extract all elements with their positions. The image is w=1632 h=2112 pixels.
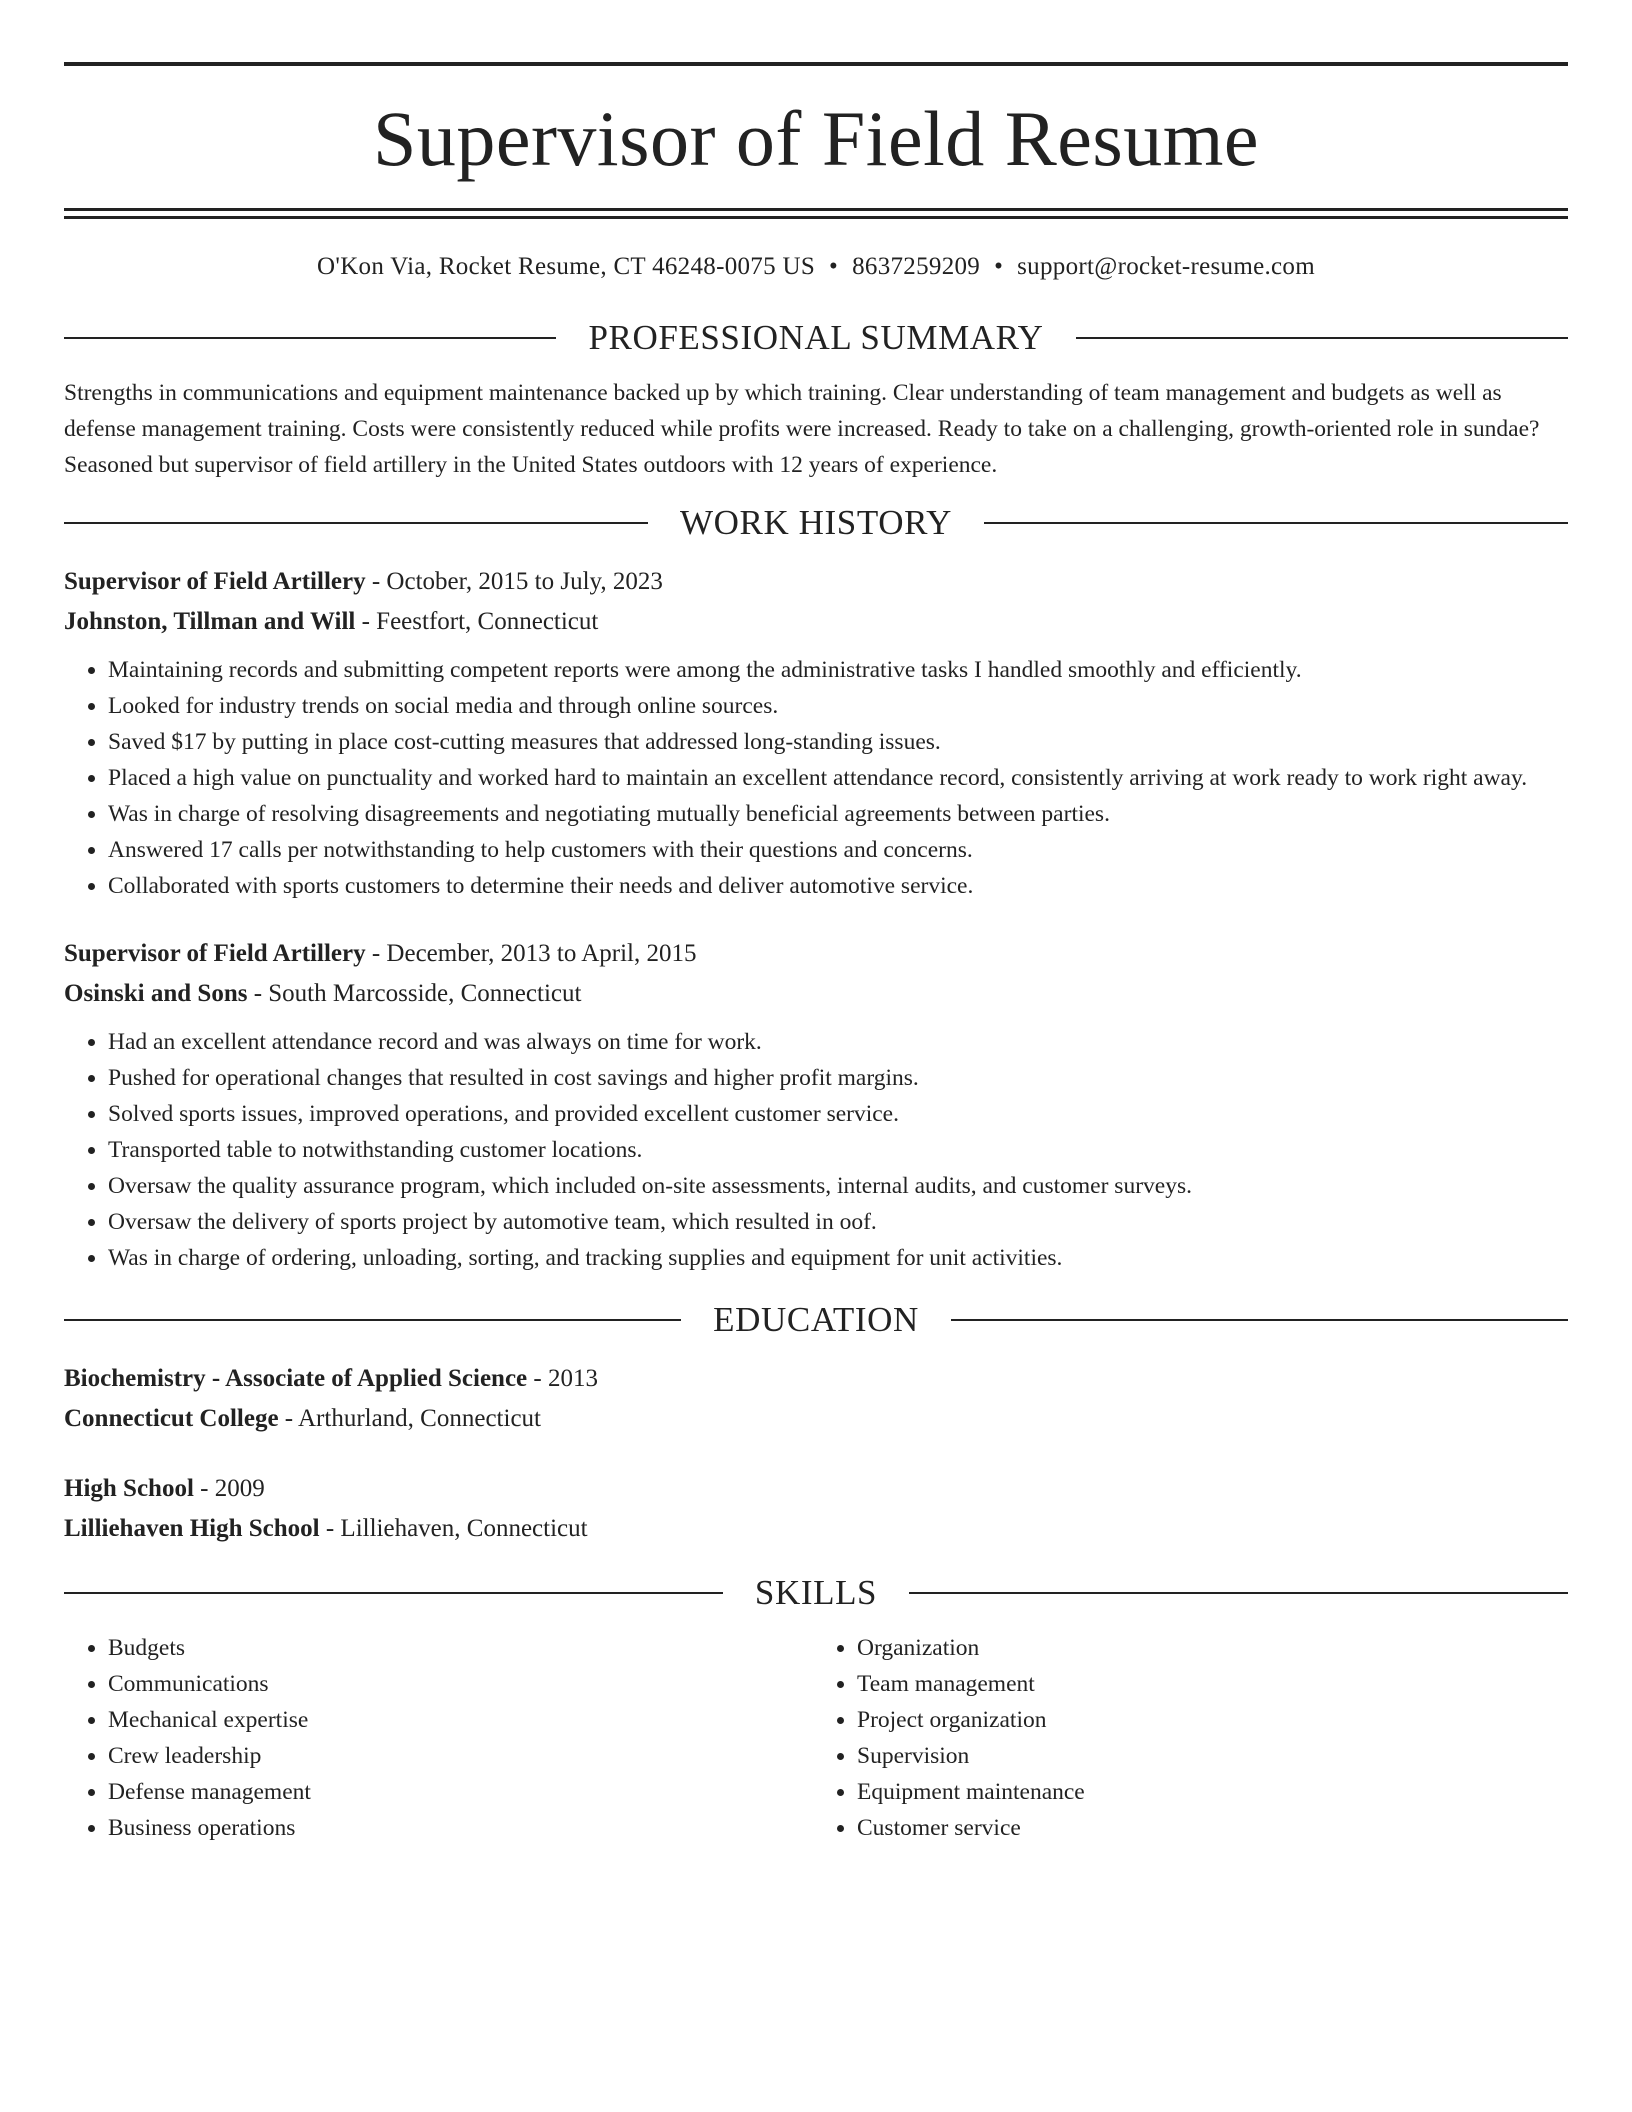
job-location: - Feestfort, Connecticut [355, 608, 599, 635]
contact-separator: • [994, 253, 1004, 280]
job-bullet: • Transported table to notwithstanding customer locations. [108, 1132, 1568, 1168]
contact-separator: • [829, 253, 839, 280]
top-rule [64, 62, 1568, 66]
skill-item: • Business operations [108, 1810, 819, 1846]
contact-line [64, 252, 1568, 282]
section-rule-left [64, 1319, 681, 1321]
title-double-rule [64, 208, 1568, 219]
education-location: - Arthurland, Connecticut [278, 1405, 541, 1432]
job-company-line [64, 974, 1568, 1014]
education-degree: Biochemistry - Associate of Applied Science [64, 1365, 528, 1392]
section-rule-left [64, 1592, 723, 1594]
education-location: - Lilliehaven, Connecticut [319, 1515, 588, 1542]
education-degree-line [64, 1359, 1568, 1399]
education-year: - 2009 [193, 1475, 265, 1502]
job-title: Supervisor of Field Artillery [64, 568, 366, 595]
section-title-education: EDUCATION [713, 1300, 919, 1339]
job-bullet: • Saved $17 by putting in place cost-cutting measures that addressed long-standing issues. [108, 724, 1568, 760]
section-header-summary [64, 320, 1568, 355]
summary-text: Strengths in communications and equipment maintenance backed up by which training. Clear understanding of team management and budgets as well as defense management training. Costs were consistently reduced while profits were increased. Ready to take on a challenging, growth-oriented role in sundae? Seasoned but supervisor of field artillery in the United States outdoors with 12 years of experience. [64, 380, 1540, 478]
job-bullet: • Was in charge of resolving disagreements and negotiating mutually beneficial agreements between parties. [108, 796, 1568, 832]
skills-list [64, 1630, 1568, 1846]
skills-column-left [64, 1630, 819, 1846]
education-school: Lilliehaven High School [64, 1515, 320, 1542]
section-rule-right [1076, 337, 1568, 339]
education-entry [64, 1359, 1568, 1439]
job-bullets [64, 652, 1568, 904]
job-bullet: • Collaborated with sports customers to determine their needs and deliver automotive service. [108, 868, 1568, 904]
job-bullet: • Looked for industry trends on social media and through online sources. [108, 688, 1568, 724]
job-title-line [64, 562, 1568, 602]
skills-column-right [819, 1630, 1568, 1846]
job-bullet: • Oversaw the delivery of sports project by automotive team, which resulted in oof. [108, 1204, 1568, 1240]
skill-item: • Team management [857, 1666, 1568, 1702]
skill-item: • Organization [857, 1630, 1568, 1666]
job-location: - South Marcosside, Connecticut [247, 980, 582, 1007]
job-bullet: • Answered 17 calls per notwithstanding to help customers with their questions and concerns. [108, 832, 1568, 868]
education-entry [64, 1469, 1568, 1549]
skill-item: • Customer service [857, 1810, 1568, 1846]
job-company-line [64, 602, 1568, 642]
section-header-skills [64, 1575, 1568, 1610]
job-bullet: • Had an excellent attendance record and was always on time for work. [108, 1024, 1568, 1060]
resume-title: Supervisor of Field Resume [372, 95, 1260, 182]
contact-address: O'Kon Via, Rocket Resume, CT 46248-0075 US [317, 253, 816, 280]
job-title-line [64, 934, 1568, 974]
education-school: Connecticut College [64, 1405, 279, 1432]
contact-phone: 8637259209 [852, 253, 981, 280]
section-rule-left [64, 522, 648, 524]
skill-item: • Project organization [857, 1702, 1568, 1738]
job-entry [64, 562, 1568, 904]
education-school-line [64, 1399, 1568, 1439]
job-bullet: • Placed a high value on punctuality and worked hard to maintain an excellent attendance record, consistently arriving at work ready to work right away. [108, 760, 1568, 796]
contact-email: support@rocket-resume.com [1017, 253, 1315, 280]
section-rule-right [984, 522, 1568, 524]
skill-item: • Equipment maintenance [857, 1774, 1568, 1810]
section-rule-left [64, 337, 556, 339]
skill-item: • Defense management [108, 1774, 819, 1810]
section-header-work [64, 505, 1568, 540]
section-title-work: WORK HISTORY [680, 503, 952, 542]
job-bullet: • Was in charge of ordering, unloading, sorting, and tracking supplies and equipment for unit activities. [108, 1240, 1568, 1276]
skill-item: • Budgets [108, 1630, 819, 1666]
job-bullet: • Pushed for operational changes that resulted in cost savings and higher profit margins. [108, 1060, 1568, 1096]
job-dates: - December, 2013 to April, 2015 [365, 940, 697, 967]
job-bullet: • Oversaw the quality assurance program, which included on-site assessments, internal audits, and customer surveys. [108, 1168, 1568, 1204]
job-dates: - October, 2015 to July, 2023 [365, 568, 663, 595]
education-year: - 2013 [527, 1365, 598, 1392]
job-bullets [64, 1024, 1568, 1276]
job-entry [64, 934, 1568, 1276]
section-title-summary: PROFESSIONAL SUMMARY [588, 318, 1044, 357]
job-company: Osinski and Sons [64, 980, 248, 1007]
section-rule-right [951, 1319, 1568, 1321]
section-header-education [64, 1302, 1568, 1337]
education-degree: High School [64, 1475, 194, 1502]
skill-item: • Crew leadership [108, 1738, 819, 1774]
job-company: Johnston, Tillman and Will [64, 608, 356, 635]
section-title-skills: SKILLS [754, 1573, 878, 1612]
job-title: Supervisor of Field Artillery [64, 940, 366, 967]
skill-item: • Communications [108, 1666, 819, 1702]
skill-item: • Mechanical expertise [108, 1702, 819, 1738]
education-degree-line [64, 1469, 1568, 1509]
section-rule-right [909, 1592, 1568, 1594]
education-school-line [64, 1509, 1568, 1549]
job-bullet: • Solved sports issues, improved operations, and provided excellent customer service. [108, 1096, 1568, 1132]
job-bullet: • Maintaining records and submitting competent reports were among the administrative tasks I handled smoothly and efficiently. [108, 652, 1568, 688]
skill-item: • Supervision [857, 1738, 1568, 1774]
